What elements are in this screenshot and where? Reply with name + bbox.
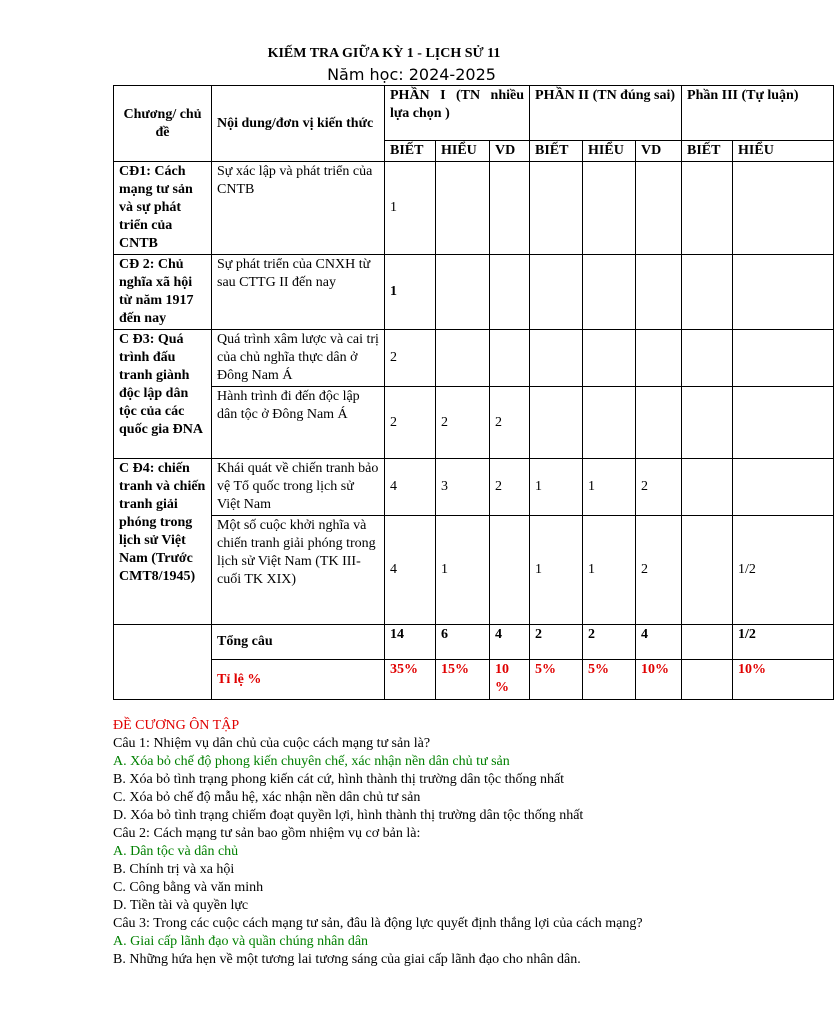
outline-heading: ĐỀ CƯƠNG ÔN TẬP [113,718,240,733]
page-title: KIẾM TRA GIỮA KỲ 1 - LỊCH SỬ 11 [267,46,501,61]
level-cell: VD [636,141,682,162]
value-cell: 1 [530,459,583,516]
table-row [114,387,834,459]
value-cell [682,387,733,459]
correct-answer-line: A. Giai cấp lãnh đạo và quần chúng nhân dân [113,934,369,949]
total-row [114,625,834,660]
school-year: Năm học: 2024-2025 [327,65,496,84]
table-row [114,255,834,330]
content-cell: Sự phát triển của CNXH từ sau CTTG II đến nay [212,255,385,330]
part1-header: PHẦN I (TN nhiều lựa chọn ) [385,86,530,141]
value-cell [682,516,733,625]
total-cell: 14 [385,625,436,660]
ratio-cell [682,660,733,700]
ratio-row [114,660,834,700]
content-cell: Khái quát về chiến tranh bảo vệ Tổ quốc trong lịch sử Việt Nam [212,459,385,516]
total-cell: 4 [636,625,682,660]
total-cell: 6 [436,625,490,660]
value-cell [682,459,733,516]
value-cell [490,330,530,387]
total-cell: 1/2 [733,625,834,660]
ratio-cell: 10 % [490,660,530,700]
question-line: D. Xóa bỏ tình trạng chiếm đoạt quyền lợi, hình thành thị trường dân tộc thống nhất [113,808,584,823]
level-cell: BIẾT [530,141,583,162]
value-cell: 2 [436,387,490,459]
content-cell: Quá trình xâm lược và cai trị của chủ nghĩa thực dân ở Đông Nam Á [212,330,385,387]
value-cell [636,387,682,459]
value-cell: 1 [583,516,636,625]
value-cell: 1 [385,162,436,255]
value-cell [436,330,490,387]
value-cell [583,387,636,459]
value-cell: 4 [385,459,436,516]
content-cell: Hành trình đi đến độc lập dân tộc ở Đông Nam Á [212,387,385,459]
value-cell [583,255,636,330]
value-cell: 1/2 [733,516,834,625]
table-row [114,459,834,516]
value-cell: 2 [490,387,530,459]
level-cell: BIẾT [682,141,733,162]
value-cell [490,516,530,625]
table-row [114,516,834,625]
total-label: Tổng câu [212,625,385,660]
total-cell: 2 [530,625,583,660]
ratio-cell: 10% [733,660,834,700]
ratio-cell: 5% [583,660,636,700]
value-cell [530,387,583,459]
value-cell: 1 [385,255,436,330]
value-cell: 4 [385,516,436,625]
value-cell [733,162,834,255]
ratio-cell: 5% [530,660,583,700]
value-cell: 2 [385,330,436,387]
value-cell: 2 [490,459,530,516]
question-line: B. Những hứa hẹn về một tương lai tương sáng của giai cấp lãnh đạo cho nhân dân. [113,952,581,967]
value-cell [530,255,583,330]
value-cell: 1 [436,516,490,625]
total-cell [682,625,733,660]
part2-header: PHẦN II (TN đúng sai) [530,86,682,141]
empty-cell [114,625,212,700]
value-cell [636,255,682,330]
part3-header: Phần III (Tự luận) [682,86,834,141]
question-line: B. Xóa bỏ tình trạng phong kiến cát cứ, hình thành thị trường dân tộc thống nhất [113,772,565,787]
question-list [113,735,753,969]
value-cell: 1 [583,459,636,516]
content-cell: Sự xác lập và phát triển của CNTB [212,162,385,255]
value-cell [530,162,583,255]
ratio-cell: 15% [436,660,490,700]
ratio-cell: 10% [636,660,682,700]
value-cell: 1 [530,516,583,625]
table-row [114,330,834,387]
value-cell: 2 [636,459,682,516]
header-row [114,86,834,141]
content-header: Nội dung/đơn vị kiến thức [212,86,385,162]
total-cell: 4 [490,625,530,660]
value-cell [583,162,636,255]
value-cell [733,255,834,330]
question-line: C. Công bằng và văn minh [113,880,264,895]
chapter-cell: CĐ1: Cách mạng tư sản và sự phát triển của CNTB [114,162,212,255]
value-cell [436,162,490,255]
value-cell [682,162,733,255]
question-line: B. Chính trị và xa hội [113,862,235,877]
value-cell [733,459,834,516]
table-row [114,162,834,255]
value-cell [436,255,490,330]
value-cell [636,330,682,387]
ratio-cell: 35% [385,660,436,700]
value-cell [733,387,834,459]
value-cell: 3 [436,459,490,516]
value-cell [682,255,733,330]
exam-matrix-table [113,85,834,700]
ratio-label: Tỉ lệ % [212,660,385,700]
level-cell: VD [490,141,530,162]
value-cell [733,330,834,387]
question-line: Câu 3: Trong các cuộc cách mạng tư sản, đâu là động lực quyết định thắng lợi của cách mạng? [113,916,643,931]
value-cell [530,330,583,387]
value-cell [682,330,733,387]
question-line: Câu 1: Nhiệm vụ dân chủ của cuộc cách mạng tư sản là? [113,736,431,751]
value-cell [636,162,682,255]
question-line: Câu 2: Cách mạng tư sản bao gồm nhiệm vụ cơ bản là: [113,826,421,841]
value-cell [490,255,530,330]
question-line: C. Xóa bỏ chế độ mẫu hệ, xác nhận nền dân chủ tư sản [113,790,421,805]
review-outline [113,717,753,969]
correct-answer-line: A. Xóa bỏ chế độ phong kiến chuyên chế, xác nhận nền dân chủ tư sản [113,754,510,769]
chapter-cell: C Đ3: Quá trình đấu tranh giành độc lập dân tộc của các quốc gia ĐNA [114,330,212,459]
chapter-header: Chương/ chủ đề [114,86,212,162]
correct-answer-line: A. Dân tộc và dân chủ [113,844,239,859]
level-cell: HIỂU [583,141,636,162]
level-cell: HIỂU [436,141,490,162]
value-cell: 2 [385,387,436,459]
content-cell: Một số cuộc khởi nghĩa và chiến tranh giải phóng trong lịch sử Việt Nam (TK III- cuối TK XIX) [212,516,385,625]
level-cell: BIẾT [385,141,436,162]
level-cell: HIỂU [733,141,834,162]
value-cell [583,330,636,387]
chapter-cell: CĐ 2: Chủ nghĩa xã hội từ năm 1917 đến nay [114,255,212,330]
question-line: D. Tiền tài và quyền lực [113,898,249,913]
value-cell: 2 [636,516,682,625]
value-cell [490,162,530,255]
chapter-cell: C Đ4: chiến tranh và chiến tranh giải phóng trong lịch sử Việt Nam (Trước CMT8/1945) [114,459,212,625]
total-cell: 2 [583,625,636,660]
